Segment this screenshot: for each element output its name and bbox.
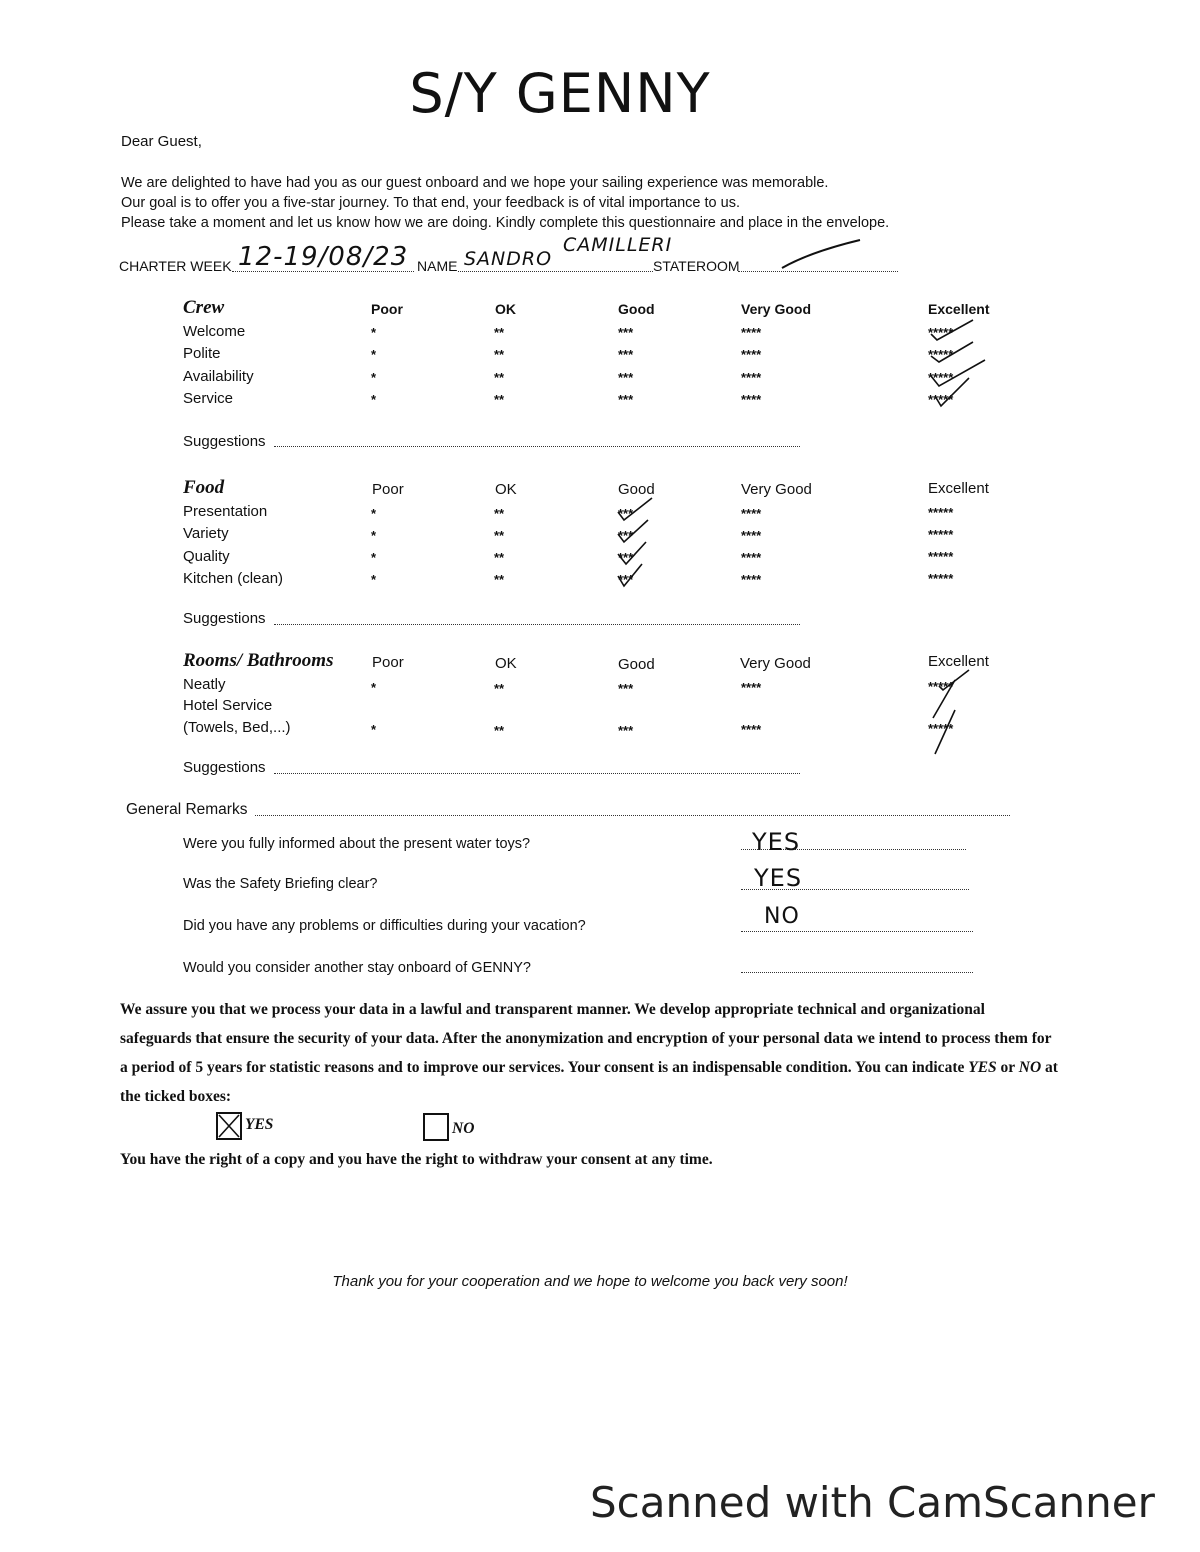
crew-row-availability: Availability [183, 368, 254, 385]
crew-col-very-good: Very Good [741, 301, 812, 317]
rooms-suggestions-field[interactable] [274, 773, 800, 774]
rating-star-cell[interactable]: ***** [928, 505, 954, 520]
rating-star-cell[interactable]: ** [494, 528, 505, 543]
rating-star-cell[interactable]: ** [494, 370, 505, 385]
rating-star-cell[interactable]: *** [618, 681, 634, 696]
rooms-heading: Rooms/ Bathrooms [183, 650, 334, 671]
rating-star-cell[interactable]: ***** [928, 392, 954, 407]
rating-star-cell[interactable]: *** [618, 347, 634, 362]
rating-star-cell[interactable]: * [371, 722, 377, 737]
rating-star-cell[interactable]: ***** [928, 325, 954, 340]
rating-star-cell[interactable]: **** [741, 370, 762, 385]
food-row-quality: Quality [183, 548, 230, 565]
crew-heading: Crew [183, 297, 225, 318]
consent-no-checkbox[interactable] [423, 1113, 449, 1141]
general-remarks-field[interactable] [255, 815, 1010, 816]
rating-star-cell[interactable]: ***** [928, 549, 954, 564]
rooms-suggestions-label: Suggestions [183, 759, 266, 776]
checkmark-icon [612, 496, 662, 596]
food-row-presentation: Presentation [183, 503, 268, 520]
food-heading: Food [183, 477, 225, 498]
rating-star-cell[interactable]: ** [494, 325, 505, 340]
intro-line-1: We are delighted to have had you as our guest onboard and we hope your sailing experience was memorable. [121, 175, 829, 191]
rating-star-cell[interactable]: *** [618, 370, 634, 385]
rating-star-cell[interactable]: *** [618, 723, 634, 738]
rating-star-cell[interactable]: **** [741, 392, 762, 407]
rating-star-cell[interactable]: *** [618, 572, 634, 587]
crew-col-poor: Poor [371, 301, 403, 317]
rating-star-cell[interactable]: ** [494, 506, 505, 521]
data-consent-text: We assure you that we process your data in a lawful and transparent manner. We develop appropriate technical and organizational safeguards that ensure the security of your data. After the anonymization and encryption of your personal data we intend to process them for a period of 5 years for statistic reasons and to improve our services. Your consent is an indispensable condition. You can indicate YES or NO at the ticked boxes: [120, 1001, 1058, 1105]
crew-suggestions-field[interactable] [274, 446, 800, 447]
food-col-ok: OK [495, 481, 517, 498]
rating-star-cell[interactable]: * [371, 528, 377, 543]
name-value[interactable]: SANDRO [464, 248, 553, 270]
name-label: NAME [417, 258, 458, 274]
food-row-variety: Variety [183, 525, 229, 542]
food-col-very-good: Very Good [741, 481, 812, 498]
answer-field[interactable] [741, 972, 973, 973]
answer-water-toys[interactable]: YES [752, 828, 801, 856]
rooms-row-hotel-service: Hotel Service [183, 697, 273, 714]
rating-star-cell[interactable]: **** [741, 506, 762, 521]
crew-row-polite: Polite [183, 345, 221, 362]
rating-star-cell[interactable]: *** [618, 392, 634, 407]
crew-col-excellent: Excellent [928, 301, 990, 317]
document-title: S/Y GENNY [409, 62, 711, 125]
question-water-toys: Were you fully informed about the present water toys? [183, 836, 531, 852]
greeting: Dear Guest, [121, 133, 202, 150]
food-col-poor: Poor [372, 481, 404, 498]
stateroom-label: STATEROOM [653, 258, 740, 274]
rating-star-cell[interactable]: **** [741, 680, 762, 695]
rating-star-cell[interactable]: **** [741, 722, 762, 737]
name-value-surname[interactable]: CAMILLERI [563, 234, 673, 256]
checkmark-icon [925, 318, 995, 418]
stateroom-dash-mark [780, 232, 870, 272]
rating-star-cell[interactable]: ***** [928, 679, 954, 694]
rating-star-cell[interactable]: ***** [928, 370, 954, 385]
rating-star-cell[interactable]: **** [741, 325, 762, 340]
rating-star-cell[interactable]: **** [741, 572, 762, 587]
question-problems: Did you have any problems or difficulties during your vacation? [183, 918, 586, 934]
rating-star-cell[interactable]: * [371, 550, 377, 565]
food-row-kitchen: Kitchen (clean) [183, 570, 284, 587]
checkmark-icon [925, 670, 975, 760]
rating-star-cell[interactable]: ** [494, 392, 505, 407]
food-col-good: Good [618, 481, 655, 498]
charter-week-label: CHARTER WEEK [119, 258, 232, 274]
rating-star-cell[interactable]: ** [494, 681, 505, 696]
answer-problems[interactable]: NO [764, 904, 800, 929]
rating-star-cell[interactable]: * [371, 370, 377, 385]
rating-star-cell[interactable]: **** [741, 528, 762, 543]
general-remarks-label: General Remarks [126, 801, 248, 818]
rating-star-cell[interactable]: *** [618, 506, 634, 521]
rating-star-cell[interactable]: ** [494, 550, 505, 565]
thanks-text: Thank you for your cooperation and we hope to welcome you back very soon! [332, 1273, 848, 1290]
question-another-stay: Would you consider another stay onboard of GENNY? [183, 960, 531, 976]
rooms-col-poor: Poor [372, 654, 404, 671]
cross-icon [218, 1114, 240, 1138]
rooms-col-good: Good [618, 656, 655, 673]
rating-star-cell[interactable]: ***** [928, 571, 954, 586]
rating-star-cell[interactable]: ** [494, 347, 505, 362]
rooms-col-ok: OK [495, 655, 517, 672]
rooms-row-towels-bed: (Towels, Bed,...) [183, 719, 291, 736]
rating-star-cell[interactable]: *** [618, 550, 634, 565]
rating-star-cell[interactable]: **** [741, 550, 762, 565]
rating-star-cell[interactable]: * [371, 680, 377, 695]
intro-line-3: Please take a moment and let us know how we are doing. Kindly complete this questionnaire and place in the envelope. [121, 215, 890, 231]
rating-star-cell[interactable]: ***** [928, 347, 954, 362]
answer-safety-briefing[interactable]: YES [754, 864, 803, 892]
rating-star-cell[interactable]: * [371, 506, 377, 521]
food-col-excellent: Excellent [928, 480, 989, 497]
rating-star-cell[interactable]: * [371, 325, 377, 340]
rooms-col-very-good: Very Good [740, 655, 811, 672]
rating-star-cell[interactable]: * [371, 392, 377, 407]
rating-star-cell[interactable]: ***** [928, 721, 954, 736]
intro-line-2: Our goal is to offer you a five-star journey. To that end, your feedback is of vital importance to us. [121, 195, 740, 211]
rating-star-cell[interactable]: *** [618, 528, 634, 543]
consent-yes-label: YES [245, 1116, 274, 1133]
rating-star-cell[interactable]: ** [494, 572, 505, 587]
crew-suggestions-label: Suggestions [183, 433, 266, 450]
crew-row-welcome: Welcome [183, 323, 246, 340]
rooms-row-neatly: Neatly [183, 676, 226, 693]
crew-row-service: Service [183, 390, 234, 407]
rating-star-cell[interactable]: *** [618, 325, 634, 340]
rooms-col-excellent: Excellent [928, 653, 989, 670]
rating-star-cell[interactable]: **** [741, 347, 762, 362]
crew-col-good: Good [618, 301, 655, 317]
rating-star-cell[interactable]: * [371, 572, 377, 587]
rating-star-cell[interactable]: ** [494, 723, 505, 738]
food-suggestions-field[interactable] [274, 624, 800, 625]
crew-col-ok: OK [495, 301, 516, 317]
charter-week-value[interactable]: 12-19/08/23 [238, 242, 409, 272]
camscanner-watermark: Scanned with CamScanner [590, 1478, 1155, 1527]
rights-text: You have the right of a copy and you have the right to withdraw your consent at any time. [120, 1151, 713, 1168]
rating-star-cell[interactable]: ***** [928, 527, 954, 542]
question-safety-briefing: Was the Safety Briefing clear? [183, 876, 378, 892]
food-suggestions-label: Suggestions [183, 610, 266, 627]
rating-star-cell[interactable]: * [371, 347, 377, 362]
consent-yes-checkbox[interactable] [216, 1112, 242, 1140]
answer-field[interactable] [741, 931, 973, 932]
consent-no-label: NO [452, 1120, 475, 1137]
